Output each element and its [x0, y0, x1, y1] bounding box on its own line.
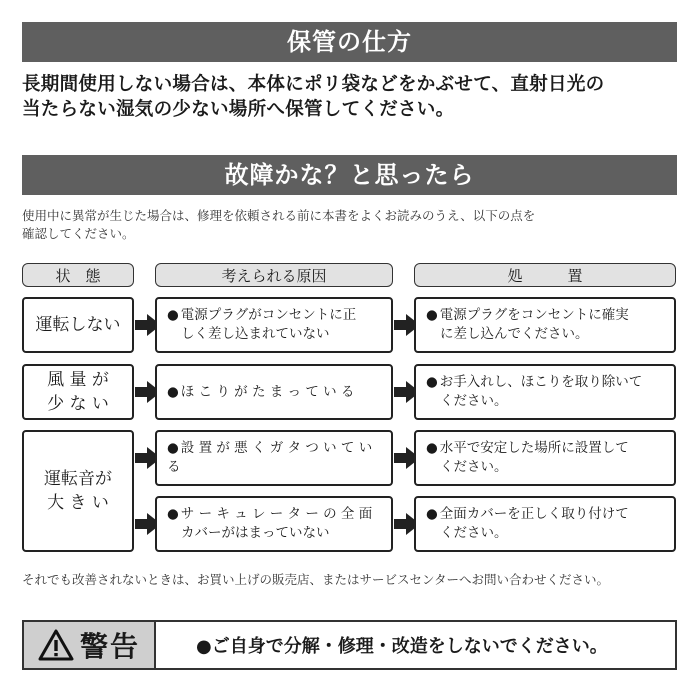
state-line: 運転しない: [35, 315, 121, 335]
trouble-note: それでも改善されないときは、お買い上げの販売店、またはサービスセンターへお問い合わせください。: [22, 572, 610, 587]
cause-line: ほ こ り が た ま っ て い る: [180, 383, 355, 400]
storage-title: 保管の仕方: [22, 22, 677, 62]
cause-line: しく差し込まれていない: [181, 326, 330, 342]
trouble-intro: [22, 207, 682, 243]
warning-triangle-icon: [38, 629, 74, 661]
warning-label: [24, 622, 156, 668]
bullet-icon: ●: [426, 506, 438, 522]
state-line: 運転音が: [44, 469, 112, 489]
remedy-line: ください。: [440, 393, 508, 409]
header-remedy: 処 置: [414, 263, 676, 287]
cause-cell: [155, 430, 393, 486]
remedy-line: 全面カバーを正しく取り付けて: [439, 506, 629, 522]
remedy-cell: [414, 364, 676, 420]
remedy-line: 電源プラグをコンセントに確実: [439, 307, 629, 323]
state-cell: [22, 364, 134, 420]
remedy-cell: [414, 297, 676, 353]
bullet-icon: ●: [167, 506, 179, 522]
remedy-line: ください。: [440, 459, 508, 475]
remedy-cell: [414, 430, 676, 486]
remedy-line: お手入れし、ほこりを取り除いて: [439, 374, 643, 390]
bullet-icon: ●: [426, 374, 438, 390]
trouble-intro-line-1: 使用中に異常が生じた場合は、修理を依頼される前に本書をよくお読みのうえ、以下の点を: [22, 208, 536, 223]
state-cell: [22, 430, 134, 552]
warning-box: [22, 620, 677, 670]
state-line: 大 き い: [47, 493, 109, 513]
remedy-line: 水平で安定した場所に設置して: [439, 440, 629, 456]
header-cause: 考えられる原因: [155, 263, 393, 287]
state-line: 風 量 が: [47, 370, 109, 390]
state-cell: [22, 297, 134, 353]
cause-line: 設 置 が 悪 く ガ タ つ い て い る: [167, 440, 373, 475]
bullet-icon: ●: [426, 307, 438, 323]
warning-title: 警告: [79, 630, 140, 663]
remedy-cell: [414, 496, 676, 552]
cause-cell: [155, 364, 393, 420]
storage-line-1: 長期間使用しない場合は、本体にポリ袋などをかぶせて、直射日光の: [22, 74, 605, 95]
storage-line-2: 当たらない湿気の少ない場所へ保管してください。: [22, 99, 455, 120]
warning-text: ●ご自身で分解・修理・改造をしないでください。: [196, 636, 608, 657]
state-line: 少 な い: [47, 394, 109, 414]
bullet-icon: ●: [167, 383, 179, 400]
cause-cell: [155, 297, 393, 353]
header-state: 状 態: [22, 263, 134, 287]
trouble-title: 故障かな？と思ったら: [22, 155, 677, 195]
cause-line: 電源プラグがコンセントに正: [180, 307, 357, 323]
remedy-line: ください。: [440, 525, 508, 541]
storage-text: [22, 72, 682, 122]
cause-line: カバーがはまっていない: [181, 525, 330, 541]
remedy-line: に差し込んでください。: [440, 326, 589, 342]
bullet-icon: ●: [167, 440, 179, 456]
cause-cell: [155, 496, 393, 552]
cause-line: サ ー キ ュ レ ー タ ー の 全 面: [180, 506, 373, 522]
bullet-icon: ●: [426, 440, 438, 456]
trouble-intro-line-2: 確認してください。: [22, 226, 135, 241]
bullet-icon: ●: [167, 307, 179, 323]
